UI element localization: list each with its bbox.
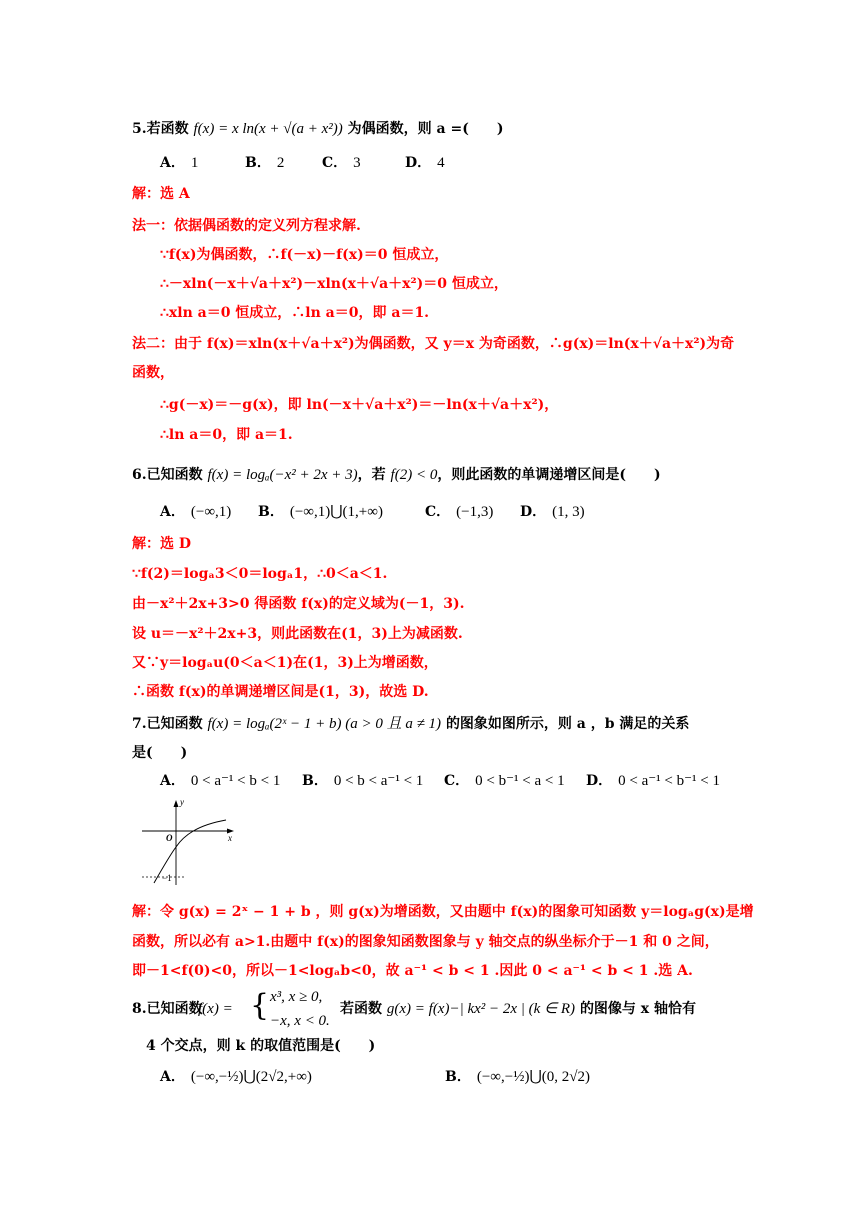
q6-option-c-value: (−1,3) bbox=[456, 504, 494, 520]
q5-solution-line: 法二：由于 f(x)＝xln(x＋√a＋x²)为偶函数，又 y＝x 为奇函数，∴g(x)＝ln(x＋√a＋x²)为奇 bbox=[132, 336, 735, 352]
q5-option-b-value: 2 bbox=[276, 155, 285, 171]
q7-option-b bbox=[302, 772, 423, 790]
q5-option-d-letter: D． bbox=[405, 155, 432, 171]
q5-option-c-letter: C． bbox=[322, 155, 348, 171]
q8-piece-2: −x, x < 0. bbox=[270, 1013, 330, 1029]
q7-option-d-letter: D． bbox=[586, 773, 613, 789]
q5-solution-line: ∴ln a＝0，即 a＝1. bbox=[160, 427, 293, 443]
q5-answer: 解：选 A bbox=[132, 186, 190, 202]
q5-solution-line: 函数， bbox=[132, 365, 174, 381]
q8-stem bbox=[340, 1000, 696, 1018]
q7-option-c-letter: C． bbox=[444, 773, 470, 789]
q6-option-d-letter: D． bbox=[520, 504, 547, 520]
q7-option-b-letter: B． bbox=[302, 773, 328, 789]
q5-solution-line: ∵f(x)为偶函数，∴f(－x)－f(x)＝0 恒成立， bbox=[160, 247, 449, 263]
q8-g-formula: g(x) = f(x)−| kx² − 2x | (k ∈ R) bbox=[386, 1001, 576, 1017]
q8-stem-suffix: 的图像与 x 轴恰有 bbox=[579, 1001, 697, 1017]
q5-option-d bbox=[405, 154, 445, 172]
q7-option-a-value: 0 < a⁻¹ < b < 1 bbox=[190, 773, 281, 789]
q5-solution-line: ∴g(－x)＝－g(x)，即 ln(－x＋√a＋x²)＝－ln(x＋√a＋x²)， bbox=[160, 397, 559, 413]
q8-stem-mid: 若函数 bbox=[340, 1001, 382, 1017]
q5-solution-line: ∴－xln(－x＋√a＋x²)－xln(x＋√a＋x²)＝0 恒成立， bbox=[160, 276, 508, 292]
q5-stem bbox=[132, 120, 503, 138]
q6-stem-mid: ，若 bbox=[357, 467, 386, 483]
q6-option-d bbox=[520, 503, 585, 521]
q8-option-b-value: (−∞,−½)⋃(0, 2√2) bbox=[476, 1069, 590, 1085]
q7-stem bbox=[132, 715, 689, 733]
q5-option-b bbox=[245, 154, 284, 172]
q6-condition: f(2) < 0 bbox=[390, 467, 438, 483]
q6-stem-suffix: ，则此函数的单调递增区间是( ) bbox=[437, 467, 661, 483]
q6-answer: 解：选 D bbox=[132, 536, 192, 552]
q8-option-a bbox=[160, 1068, 312, 1086]
origin-label: O bbox=[166, 833, 173, 843]
q7-solution-line: 函数，所以必有 a>1.由题中 f(x)的图象知函数图象与 y 轴交点的纵坐标介于－1 和 0 之间， bbox=[132, 934, 719, 950]
q6-stem bbox=[132, 466, 661, 484]
q5-solution-line: ∴xln a＝0 恒成立，∴ln a＝0，即 a＝1. bbox=[160, 305, 430, 321]
q5-option-a-letter: A． bbox=[160, 155, 185, 171]
q5-option-c-value: 3 bbox=[353, 155, 361, 171]
y-axis-arrow bbox=[174, 800, 179, 807]
q8-option-a-value: (−∞,−½)⋃(2√2,+∞) bbox=[190, 1069, 312, 1085]
q8-formula-lhs: f(x) = bbox=[198, 1001, 233, 1017]
q6-option-a-letter: A． bbox=[160, 504, 185, 520]
q6-option-b-letter: B． bbox=[258, 504, 284, 520]
q7-option-d bbox=[586, 772, 720, 790]
y-axis-label: y bbox=[180, 797, 184, 807]
q5-option-d-value: 4 bbox=[437, 155, 445, 171]
q6-stem-prefix: 6.已知函数 bbox=[132, 467, 203, 483]
q7-stem-line2: 是( ) bbox=[132, 745, 188, 761]
q6-solution-line: ∵f(2)＝logₐ3＜0＝logₐ1，∴0＜a＜1. bbox=[132, 566, 388, 582]
q6-option-d-value: (1, 3) bbox=[552, 504, 585, 520]
q5-option-c bbox=[322, 154, 361, 172]
q5-option-a-value: 1 bbox=[190, 155, 199, 171]
q5-option-a bbox=[160, 154, 198, 172]
q7-function-graph bbox=[140, 795, 240, 887]
q6-solution-line: 设 u＝－x²＋2x+3，则此函数在(1，3)上为减函数. bbox=[132, 626, 463, 642]
q7-solution-line: 即－1<f(0)<0，所以－1<logₐb<0，故 a⁻¹ < b < 1 .因此 0 < a⁻¹ < b < 1 .选 A. bbox=[132, 963, 693, 979]
q7-option-b-value: 0 < b < a⁻¹ < 1 bbox=[333, 773, 424, 789]
tick-label: −1 bbox=[162, 873, 172, 883]
q6-option-c-letter: C． bbox=[425, 504, 451, 520]
q8-stem-line2: 4 个交点，则 k 的取值范围是( ) bbox=[146, 1038, 376, 1054]
q7-graph-svg bbox=[140, 795, 240, 887]
q8-piecewise-brace: { bbox=[250, 988, 270, 1023]
q5-option-b-letter: B． bbox=[245, 155, 271, 171]
q7-option-c-value: 0 < b⁻¹ < a < 1 bbox=[475, 773, 565, 789]
q7-formula: f(x) = logₐ(2ˣ − 1 + b) (a > 0 且 a ≠ 1) bbox=[207, 716, 442, 732]
q5-solution-line: 法一：依据偶函数的定义列方程求解. bbox=[132, 218, 361, 234]
q8-option-a-letter: A． bbox=[160, 1069, 185, 1085]
q7-option-a-letter: A． bbox=[160, 773, 185, 789]
q6-formula: f(x) = logₐ(−x² + 2x + 3) bbox=[207, 467, 358, 483]
q8-stem-prefix: 8.已知函数 bbox=[132, 1001, 203, 1017]
q5-stem-prefix: 5.若函数 bbox=[132, 121, 189, 137]
q7-option-c bbox=[444, 772, 565, 790]
q6-solution-line: 由－x²＋2x+3>0 得函数 f(x)的定义域为(－1，3). bbox=[132, 596, 465, 612]
q5-stem-suffix: 为偶函数，则 a =( ) bbox=[347, 121, 504, 137]
q6-option-a-value: (−∞,1) bbox=[190, 504, 232, 520]
q7-option-d-value: 0 < a⁻¹ < b⁻¹ < 1 bbox=[618, 773, 721, 789]
q8-option-b-letter: B． bbox=[445, 1069, 471, 1085]
q7-solution-line: 解：令 g(x) = 2ˣ − 1 + b ，则 g(x)为增函数，又由题中 f(x)的图象可知函数 y＝logₐg(x)是增 bbox=[132, 904, 754, 920]
q6-solution-line: 又∵y＝logₐu(0＜a＜1)在(1，3)上为增函数， bbox=[132, 655, 438, 671]
q7-option-a bbox=[160, 772, 280, 790]
q6-solution-line: ∴函数 f(x)的单调递增区间是(1，3)，故选 D. bbox=[132, 684, 429, 700]
q5-formula: f(x) = x ln(x + √(a + x²)) bbox=[193, 121, 343, 137]
q7-stem-prefix: 7.已知函数 bbox=[132, 716, 203, 732]
q6-option-c bbox=[425, 503, 493, 521]
x-axis-label: x bbox=[228, 833, 232, 843]
q7-stem-suffix: 的图象如图所示，则 a ，b 满足的关系 bbox=[445, 716, 690, 732]
q8-piece-1: x³, x ≥ 0, bbox=[270, 989, 323, 1005]
q6-option-b-value: (−∞,1)⋃(1,+∞) bbox=[289, 504, 383, 520]
q6-option-b bbox=[258, 503, 383, 521]
q8-option-b bbox=[445, 1068, 590, 1086]
q6-option-a bbox=[160, 503, 231, 521]
